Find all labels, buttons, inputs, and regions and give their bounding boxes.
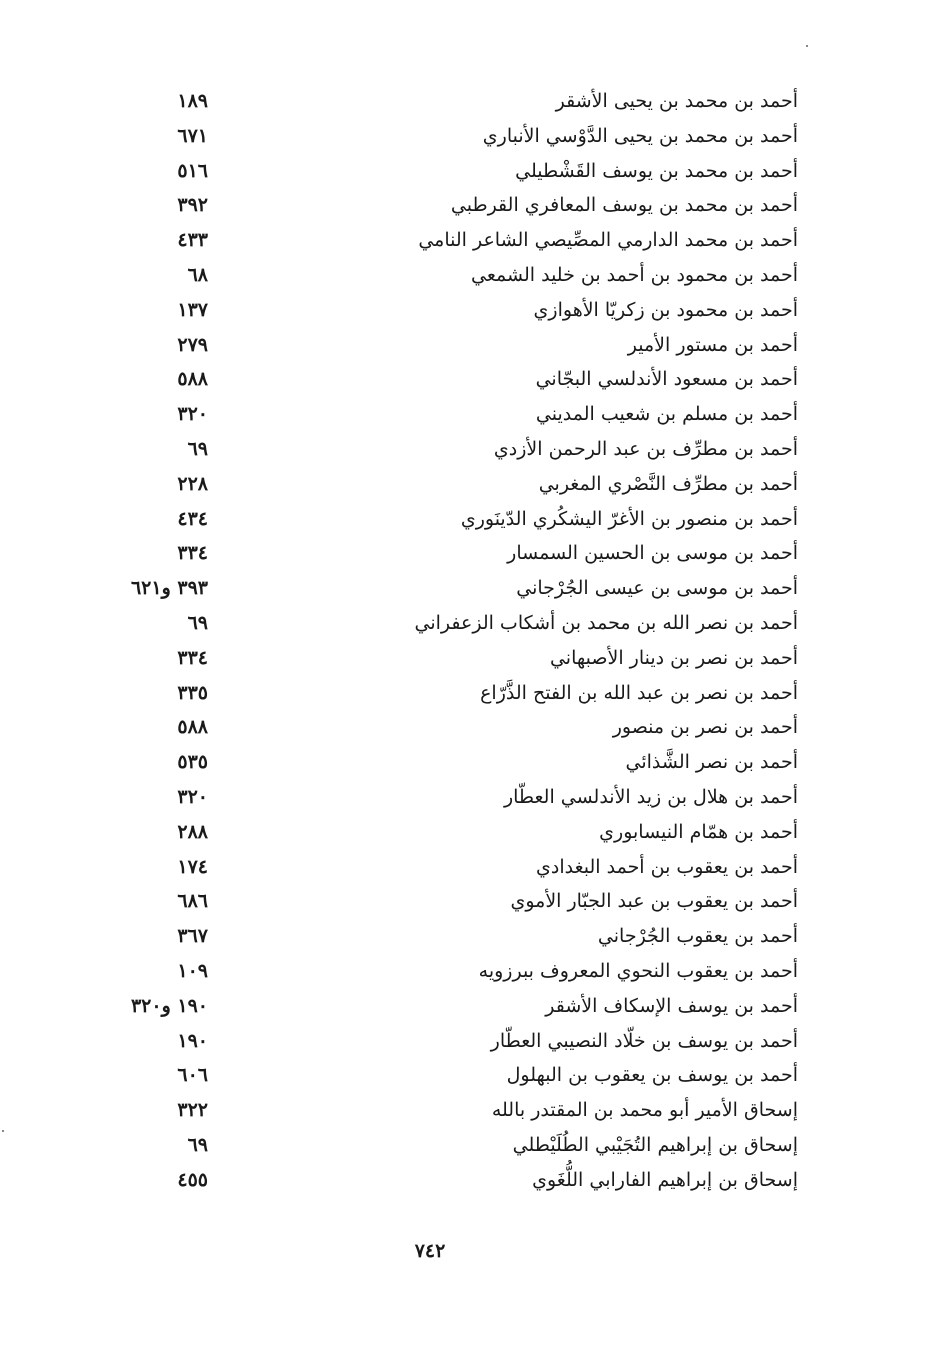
index-entry — [98, 293, 798, 328]
index-entry — [98, 641, 798, 676]
entry-name: أحمد بن يعقوب بن عبد الجبّار الأموي — [510, 890, 798, 913]
index-entry — [98, 780, 798, 815]
entry-page-number: ٣٢٢ — [177, 1099, 208, 1122]
entry-page-number: ٦٩ — [187, 611, 208, 634]
entry-name: أحمد بن يوسف الإسكاف الأشقر — [545, 994, 798, 1017]
entry-name: أحمد بن همّام النيسابوري — [599, 820, 798, 843]
entry-name: أحمد بن مطرِّف بن عبد الرحمن الأزدي — [493, 437, 798, 460]
index-entry — [98, 1024, 798, 1059]
index-entry — [98, 536, 798, 571]
entry-page-number: ١٠٩ — [177, 959, 208, 982]
index-entry — [98, 258, 798, 293]
edge-mark-left — [2, 1130, 4, 1132]
index-entry — [98, 1128, 798, 1163]
entry-name: أحمد بن مستور الأمير — [627, 333, 798, 356]
entry-page-number: ٢٢٨ — [177, 472, 208, 495]
entry-page-number: ٥٨٨ — [177, 368, 208, 391]
entry-page-number: ٦٩ — [187, 437, 208, 460]
entry-name: إسحاق بن إبراهيم التُجَيْبي الطُلَيْطلي — [512, 1133, 798, 1156]
index-entry — [98, 815, 798, 850]
page-number: ٧٤٢ — [414, 1240, 446, 1262]
entry-page-number: ٤٣٣ — [177, 229, 208, 252]
index-entry — [98, 676, 798, 711]
index-entry — [98, 328, 798, 363]
entry-page-number: ١٩٠ — [177, 1029, 208, 1052]
index-entry — [98, 502, 798, 537]
index-entry — [98, 1058, 798, 1093]
entry-name: أحمد بن محمود بن أحمد بن خليد الشمعي — [471, 263, 798, 286]
edge-mark-top-right — [806, 45, 808, 47]
entry-page-number: ٣٢٠ — [177, 403, 208, 426]
entry-name: أحمد بن محمد الدارمي المصِّيصي الشاعر النامي — [418, 229, 798, 252]
entry-name: أحمد بن يعقوب الجُرْجاني — [597, 925, 798, 948]
entry-page-number: ٣٣٤ — [177, 646, 208, 669]
entry-page-number: ٣٣٥ — [177, 681, 208, 704]
entry-name: أحمد بن محمد بن يحيى الأشقر — [555, 90, 798, 112]
name-index-list — [98, 84, 798, 1198]
entry-name: أحمد بن يوسف بن خلّاد النصيبي العطّار — [490, 1029, 798, 1052]
index-entry — [98, 1163, 798, 1198]
index-entry — [98, 850, 798, 885]
index-entry — [98, 467, 798, 502]
entry-name: أحمد بن محمود بن زكريّا الأهوازي — [533, 298, 798, 321]
entry-page-number: ٢٨٨ — [177, 820, 208, 843]
index-entry — [98, 223, 798, 258]
entry-page-number: ٦٩ — [187, 1133, 208, 1156]
entry-name: أحمد بن منصور بن الأغرّ اليشكُري الدّينَوري — [460, 507, 798, 530]
entry-page-number: ١٣٧ — [177, 298, 208, 321]
entry-name: أحمد بن محمد بن يحيى الدَّوْسي الأنباري — [482, 124, 798, 147]
entry-name: أحمد بن مسلم بن شعيب المديني — [535, 403, 798, 426]
index-entry — [98, 432, 798, 467]
entry-name: إسحاق بن إبراهيم الفارابي اللُّغَوي — [532, 1168, 798, 1191]
index-entry — [98, 1093, 798, 1128]
index-entry — [98, 84, 798, 119]
entry-name: أحمد بن نصر بن منصور — [612, 716, 798, 739]
index-entry — [98, 362, 798, 397]
entry-name: أحمد بن يوسف بن يعقوب بن البهلول — [506, 1064, 798, 1087]
entry-name: أحمد بن مسعود الأندلسي البجّاني — [535, 368, 798, 391]
entry-page-number: ٣٣٤ — [177, 542, 208, 565]
entry-page-number: ٣٩٣ و٦٢١ — [130, 577, 208, 600]
index-entry — [98, 188, 798, 223]
entry-name: أحمد بن موسى بن عيسى الجُرْجاني — [516, 577, 798, 600]
index-entry — [98, 571, 798, 606]
index-entry — [98, 154, 798, 189]
entry-name: أحمد بن مطرِّف النَّصْري المغربي — [538, 472, 798, 495]
index-entry — [98, 745, 798, 780]
entry-page-number: ٢٧٩ — [177, 333, 208, 356]
entry-page-number: ٦٨ — [187, 263, 208, 286]
entry-name: أحمد بن نصر الله بن محمد بن أشكاب الزعفراني — [414, 611, 798, 634]
entry-page-number: ١٩٠ و٣٢٠ — [130, 994, 208, 1017]
entry-page-number: ٤٣٤ — [177, 507, 208, 530]
entry-page-number: ٤٥٥ — [177, 1168, 208, 1191]
index-entry — [98, 989, 798, 1024]
index-entry — [98, 710, 798, 745]
entry-name: أحمد بن نصر بن عبد الله بن الفتح الذَّرّاع — [480, 681, 798, 704]
index-entry — [98, 397, 798, 432]
entry-name: إسحاق الأمير أبو محمد بن المقتدر بالله — [491, 1099, 798, 1122]
entry-page-number: ٣٦٧ — [177, 925, 208, 948]
entry-page-number: ٦٧١ — [177, 124, 208, 147]
entry-name: أحمد بن محمد بن يوسف القَشْطيلي — [515, 159, 798, 182]
entry-page-number: ٥١٦ — [177, 159, 208, 182]
entry-page-number: ٦٨٦ — [177, 890, 208, 913]
index-entry — [98, 884, 798, 919]
entry-page-number: ٣٢٠ — [177, 785, 208, 808]
entry-page-number: ١٨٩ — [177, 90, 208, 112]
entry-name: أحمد بن محمد بن يوسف المعافري القرطبي — [450, 194, 798, 217]
entry-page-number: ٥٨٨ — [177, 716, 208, 739]
entry-name: أحمد بن موسى بن الحسين السمسار — [507, 542, 798, 565]
entry-name: أحمد بن نصر بن دينار الأصبهاني — [549, 646, 798, 669]
entry-page-number: ٥٣٥ — [177, 751, 208, 774]
entry-name: أحمد بن نصر الشَّذائي — [625, 751, 798, 774]
entry-name: أحمد بن هلال بن زيد الأندلسي العطّار — [503, 785, 798, 808]
entry-page-number: ٣٩٢ — [177, 194, 208, 217]
entry-name: أحمد بن يعقوب النحوي المعروف ببرزويه — [478, 959, 798, 982]
entry-page-number: ١٧٤ — [177, 855, 208, 878]
entry-page-number: ٦٠٦ — [177, 1064, 208, 1087]
index-entry — [98, 119, 798, 154]
index-entry — [98, 606, 798, 641]
entry-name: أحمد بن يعقوب بن أحمد البغدادي — [536, 855, 798, 878]
index-entry — [98, 919, 798, 954]
index-entry — [98, 954, 798, 989]
